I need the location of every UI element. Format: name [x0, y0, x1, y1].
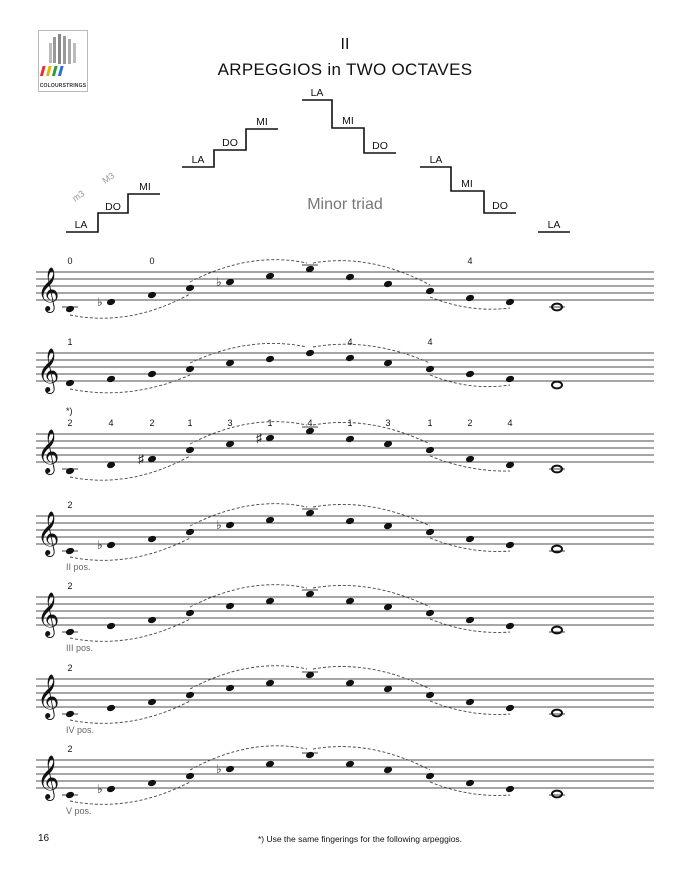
slur — [70, 619, 190, 641]
staff-system — [36, 337, 654, 394]
stair-note: LA — [547, 219, 561, 231]
note-head — [106, 298, 116, 307]
note-head — [345, 517, 355, 526]
position-label: IV pos. — [66, 725, 95, 735]
page-title: ARPEGGIOS in TWO OCTAVES — [217, 60, 473, 79]
fingering-number: 4 — [507, 418, 513, 428]
note-head — [425, 609, 435, 618]
stair-note: DO — [222, 137, 238, 149]
note-head — [106, 541, 116, 550]
fingering-number: 2 — [67, 663, 73, 673]
note-head — [106, 704, 116, 713]
note-head — [185, 609, 195, 618]
treble-clef-icon: 𝄞 — [37, 594, 60, 636]
note-head — [185, 446, 195, 455]
note-head — [106, 375, 116, 384]
fingering-number: 3 — [227, 418, 233, 428]
accidental: ♭ — [97, 782, 103, 796]
stair-note: DO — [105, 201, 121, 213]
note-head — [185, 284, 195, 293]
note-head — [65, 467, 75, 476]
note-head — [383, 280, 393, 289]
fingering-number: 0 — [149, 256, 155, 266]
accidental: ♭ — [97, 295, 103, 309]
note-head — [225, 521, 235, 530]
interval-label-M3: M3 — [100, 170, 117, 186]
slur — [313, 261, 430, 285]
note-head — [345, 435, 355, 444]
footnote-marker: *) — [66, 406, 73, 416]
position-label: II pos. — [66, 562, 91, 572]
treble-clef-icon: 𝄞 — [37, 269, 60, 311]
stair-note: MI — [342, 115, 354, 127]
fingering-number: 4 — [347, 337, 353, 347]
stair-note: LA — [191, 154, 205, 166]
fingering-number: 3 — [385, 418, 391, 428]
staff-system — [36, 500, 654, 572]
note-head — [465, 779, 475, 788]
staff-system — [36, 663, 654, 735]
accidental: ♭ — [216, 275, 222, 289]
note-head — [305, 751, 315, 760]
fingering-number: 1 — [267, 418, 273, 428]
fingering-number: 4 — [307, 418, 313, 428]
note-head — [185, 772, 195, 781]
note-head — [505, 298, 515, 307]
page-number: 16 — [38, 833, 50, 844]
stair-note: LA — [429, 154, 443, 166]
stair-note: LA — [310, 87, 324, 99]
treble-clef-icon: 𝄞 — [37, 431, 60, 473]
position-label: III pos. — [66, 643, 94, 653]
note-head — [505, 622, 515, 631]
stair-note: DO — [372, 140, 388, 152]
position-label: V pos. — [66, 806, 92, 816]
fingering-number: 1 — [347, 418, 353, 428]
note-head — [147, 779, 157, 788]
logo-text: COLOURSTRINGS — [39, 83, 87, 89]
note-head — [465, 698, 475, 707]
fingering-number: 2 — [67, 581, 73, 591]
slur — [70, 375, 190, 393]
slur — [313, 747, 430, 770]
footnote: *) Use the same fingerings for the following arpeggios. — [257, 834, 463, 844]
fingering-number: 2 — [67, 500, 73, 510]
note-head — [265, 355, 275, 364]
fingering-number: 4 — [427, 337, 433, 347]
note-head — [425, 528, 435, 537]
fingering-number: 2 — [467, 418, 473, 428]
note-head — [425, 365, 435, 374]
note-head — [425, 446, 435, 455]
note-head — [505, 541, 515, 550]
treble-clef-icon: 𝄞 — [37, 757, 60, 799]
accidental: ♭ — [216, 762, 222, 776]
note-head — [305, 349, 315, 358]
accidental: ♭ — [97, 538, 103, 552]
note-head — [505, 704, 515, 713]
slur — [70, 782, 190, 804]
note-head — [185, 691, 195, 700]
note-head — [65, 379, 75, 388]
stair-note: DO — [492, 200, 508, 212]
staff-system — [36, 581, 654, 653]
note-head — [225, 684, 235, 693]
note-head — [185, 528, 195, 537]
fingering-number: 2 — [67, 744, 73, 754]
interval-label-m3: m3 — [70, 188, 87, 204]
note-head — [147, 370, 157, 379]
fingering-number: 1 — [187, 418, 193, 428]
fingering-number: 2 — [67, 418, 73, 428]
slur — [190, 746, 307, 770]
note-head — [465, 370, 475, 379]
note-head — [147, 698, 157, 707]
accidental: ♯ — [256, 431, 262, 445]
note-head — [106, 622, 116, 631]
note-head — [505, 375, 515, 384]
stair-note: MI — [139, 181, 151, 193]
staff-system — [36, 744, 654, 816]
slur — [70, 294, 190, 318]
stair-note: MI — [461, 178, 473, 190]
note-head — [465, 535, 475, 544]
note-head — [147, 616, 157, 625]
note-head — [425, 691, 435, 700]
treble-clef-icon: 𝄞 — [37, 350, 60, 392]
staff-system — [36, 406, 654, 480]
note-head — [147, 535, 157, 544]
whole-note — [552, 791, 562, 798]
stair-note: MI — [256, 116, 268, 128]
diagram-caption: Minor triad — [307, 196, 383, 213]
fingering-number: 1 — [67, 337, 73, 347]
accidental: ♭ — [216, 518, 222, 532]
note-head — [225, 765, 235, 774]
note-head — [65, 305, 75, 314]
note-head — [465, 616, 475, 625]
fingering-number: 0 — [67, 256, 73, 266]
fingering-number: 4 — [108, 418, 114, 428]
whole-note — [552, 382, 562, 389]
note-head — [225, 602, 235, 611]
fingering-number: 2 — [149, 418, 155, 428]
slur — [70, 538, 190, 560]
treble-clef-icon: 𝄞 — [37, 513, 60, 555]
section-number: II — [340, 36, 350, 53]
stair-note: LA — [74, 219, 88, 231]
slur — [70, 701, 190, 723]
note-head — [147, 291, 157, 300]
slur — [190, 666, 307, 689]
note-head — [185, 365, 195, 374]
fingering-number: 4 — [467, 256, 473, 266]
whole-note — [552, 710, 562, 717]
accidental: ♯ — [138, 452, 144, 466]
note-head — [505, 785, 515, 794]
note-head — [425, 772, 435, 781]
staff-system — [36, 256, 654, 318]
note-head — [345, 273, 355, 282]
treble-clef-icon: 𝄞 — [37, 676, 60, 718]
fingering-number: 1 — [427, 418, 433, 428]
note-head — [465, 294, 475, 303]
slur — [70, 456, 190, 480]
note-head — [345, 354, 355, 363]
note-head — [425, 287, 435, 296]
note-head — [106, 785, 116, 794]
